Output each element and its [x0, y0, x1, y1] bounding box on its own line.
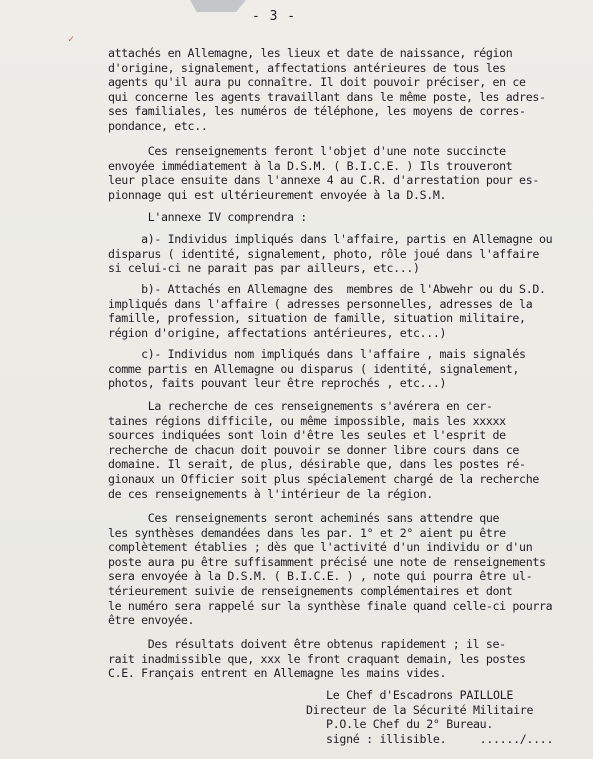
- text-line: famille, profession, situation de famille, situation militaire,: [108, 311, 526, 326]
- text-line: comme partis en Allemagne ou disparus ( identité, signalement,: [108, 361, 520, 376]
- text-line: Ces renseignements seront acheminés sans attendre que: [108, 511, 500, 525]
- paragraph-1: [108, 46, 586, 134]
- text-line: leur place ensuite dans l'annexe 4 au C.R. d'arrestation pour es-: [108, 173, 539, 188]
- text-line: recherche de chacun doit pouvoir se donner libre cours dans ce: [108, 442, 520, 457]
- text-line: si celui-ci ne parait pas par ailleurs, etc...): [108, 261, 420, 276]
- signature-line: P.O.le Chef du 2° Bureau.: [306, 717, 494, 732]
- text-line: gionaux un Officier soit plus spécialement chargé de la recherche: [108, 471, 539, 486]
- text-line: impliqués dans l'affaire ( adresses personnelles, adresses de la: [108, 296, 533, 311]
- paragraph-5: [108, 511, 586, 628]
- signature-line: signé : illisible. ....../....: [306, 731, 554, 746]
- paragraph-6: [108, 637, 586, 681]
- list-item-a: [108, 232, 586, 276]
- text-line: ses familiales, les numéros de téléphone, les moyens de corres-: [108, 104, 526, 119]
- text-line: être envoyée.: [108, 613, 195, 628]
- text-line: le numéro sera rappelé sur la synthèse finale quand celle-ci pourra: [108, 598, 553, 613]
- text-line: b)- Attachés en Allemagne des membres de l'Abwehr ou du S.D.: [108, 282, 546, 296]
- text-line: L'annexe IV comprendra :: [108, 210, 307, 224]
- text-line: taines régions difficile, ou même impossible, mais les xxxxx: [108, 413, 506, 428]
- text-line: complètement établies ; dès que l'activité d'un individu or d'un: [108, 540, 533, 555]
- text-line: région d'origine, affectations antérieures, etc...): [108, 325, 447, 340]
- text-line: c)- Individus nom impliqués dans l'affaire , mais signalés: [108, 347, 526, 361]
- text-line: photos, faits pouvant leur être reprochés , etc...): [108, 376, 447, 391]
- text-line: sources indiquées sont loin d'être les seules et l'esprit de: [108, 428, 506, 443]
- text-line: qui concerne les agents travaillant dans le même poste, les adres-: [108, 89, 546, 104]
- text-line: de ces renseignements à l'intérieur de la région.: [108, 486, 433, 501]
- text-line: les synthèses demandées dans les par. 1° et 2° aient pu être: [108, 525, 506, 540]
- text-line: Des résultats doivent être obtenus rapidement ; il se-: [108, 637, 506, 651]
- text-line: C.E. Français entrent en Allemagne les mains vides.: [108, 666, 447, 681]
- paragraph-2: [108, 144, 586, 202]
- paragraph-3: [108, 210, 586, 225]
- text-line: disparus ( identité, signalement, photo, rôle joué dans l'affaire: [108, 246, 539, 261]
- margin-mark: ✓: [68, 34, 75, 45]
- text-line: domaine. Il serait, de plus, désirable que, dans les postes ré-: [108, 457, 526, 472]
- page-number: - 3 -: [252, 9, 297, 24]
- text-line: rait inadmissible que, xxx le front craquant demain, les postes: [108, 651, 526, 666]
- text-line: térieurement suivie de renseignements complémentaires et dont: [108, 583, 513, 598]
- text-line: poste aura pu être suffisamment précisé une note de renseignements: [108, 554, 546, 569]
- text-line: La recherche de ces renseignements s'avérera en cer-: [108, 399, 493, 413]
- text-line: pondance, etc..: [108, 118, 208, 133]
- text-line: Ces renseignements feront l'objet d'une note succincte: [108, 144, 506, 158]
- paper-clip-mark: [190, 0, 246, 12]
- text-line: sera envoyée à la D.S.M. ( B.I.C.E. ) , note qui pourra être ul-: [108, 569, 533, 584]
- text-line: envoyée immédiatement à la D.S.M. ( B.I.C.E. ) Ils trouveront: [108, 158, 513, 173]
- text-line: attachés en Allemagne, les lieux et date de naissance, région: [108, 46, 513, 60]
- list-item-c: [108, 347, 586, 391]
- text-line: agents qu'il aura pu connaître. Il doit pouvoir préciser, en ce: [108, 75, 526, 90]
- text-line: a)- Individus impliqués dans l'affaire, partis en Allemagne ou: [108, 232, 553, 246]
- signature-line: Directeur de la Sécurité Militaire: [306, 702, 534, 717]
- paragraph-4: [108, 399, 586, 501]
- list-item-b: [108, 282, 586, 340]
- text-line: pionnage qui est ultérieurement envoyée à la D.S.M.: [108, 187, 447, 202]
- signature-line: Le Chef d'Escadrons PAILLOLE: [306, 688, 514, 702]
- text-line: d'origine, signalement, affectations antérieures de tous les: [108, 60, 506, 75]
- signature-block: [306, 688, 586, 746]
